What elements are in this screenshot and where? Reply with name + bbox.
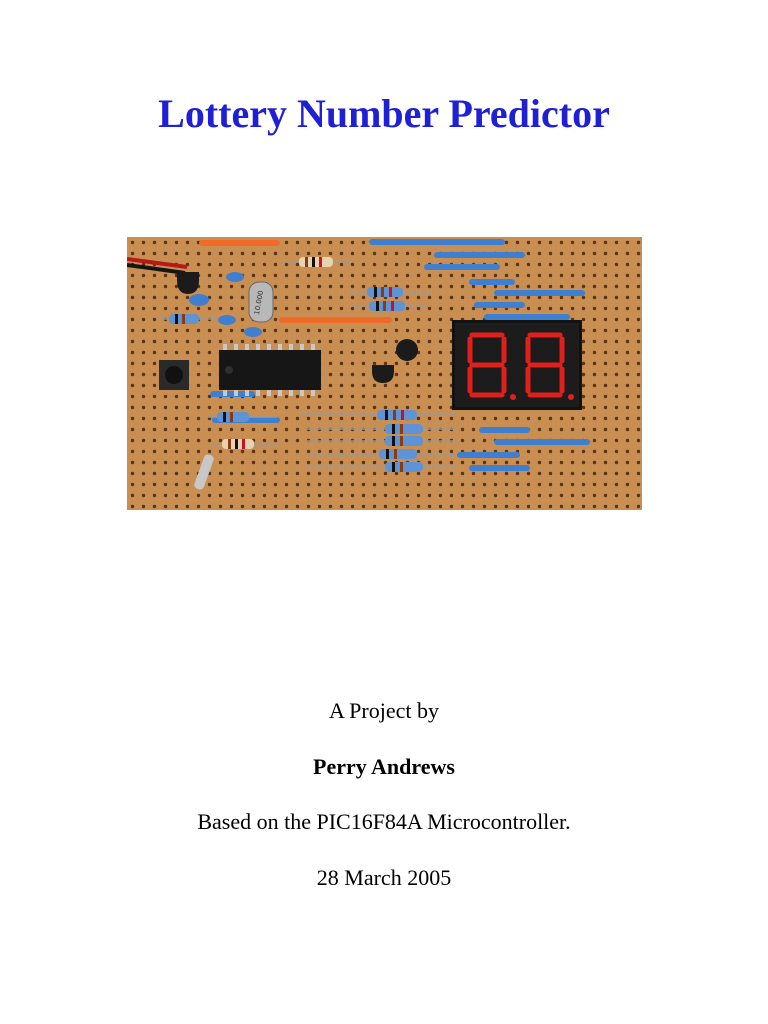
crystal-label: 10.000 [252, 289, 266, 316]
circuit-board-illustration [127, 237, 642, 510]
project-description: Based on the PIC16F84A Microcontroller. [197, 809, 571, 834]
document-date: 28 March 2005 [316, 865, 452, 890]
push-button [159, 360, 189, 390]
crystal-oscillator [249, 282, 273, 322]
circuit-board-photo [127, 237, 642, 510]
seven-segment-display [452, 320, 582, 410]
pic16f84a-chip [219, 344, 321, 396]
document-title: Lottery Number Predictor [158, 91, 610, 136]
project-by-label: A Project by [329, 698, 439, 723]
author-name: Perry Andrews [313, 754, 455, 779]
